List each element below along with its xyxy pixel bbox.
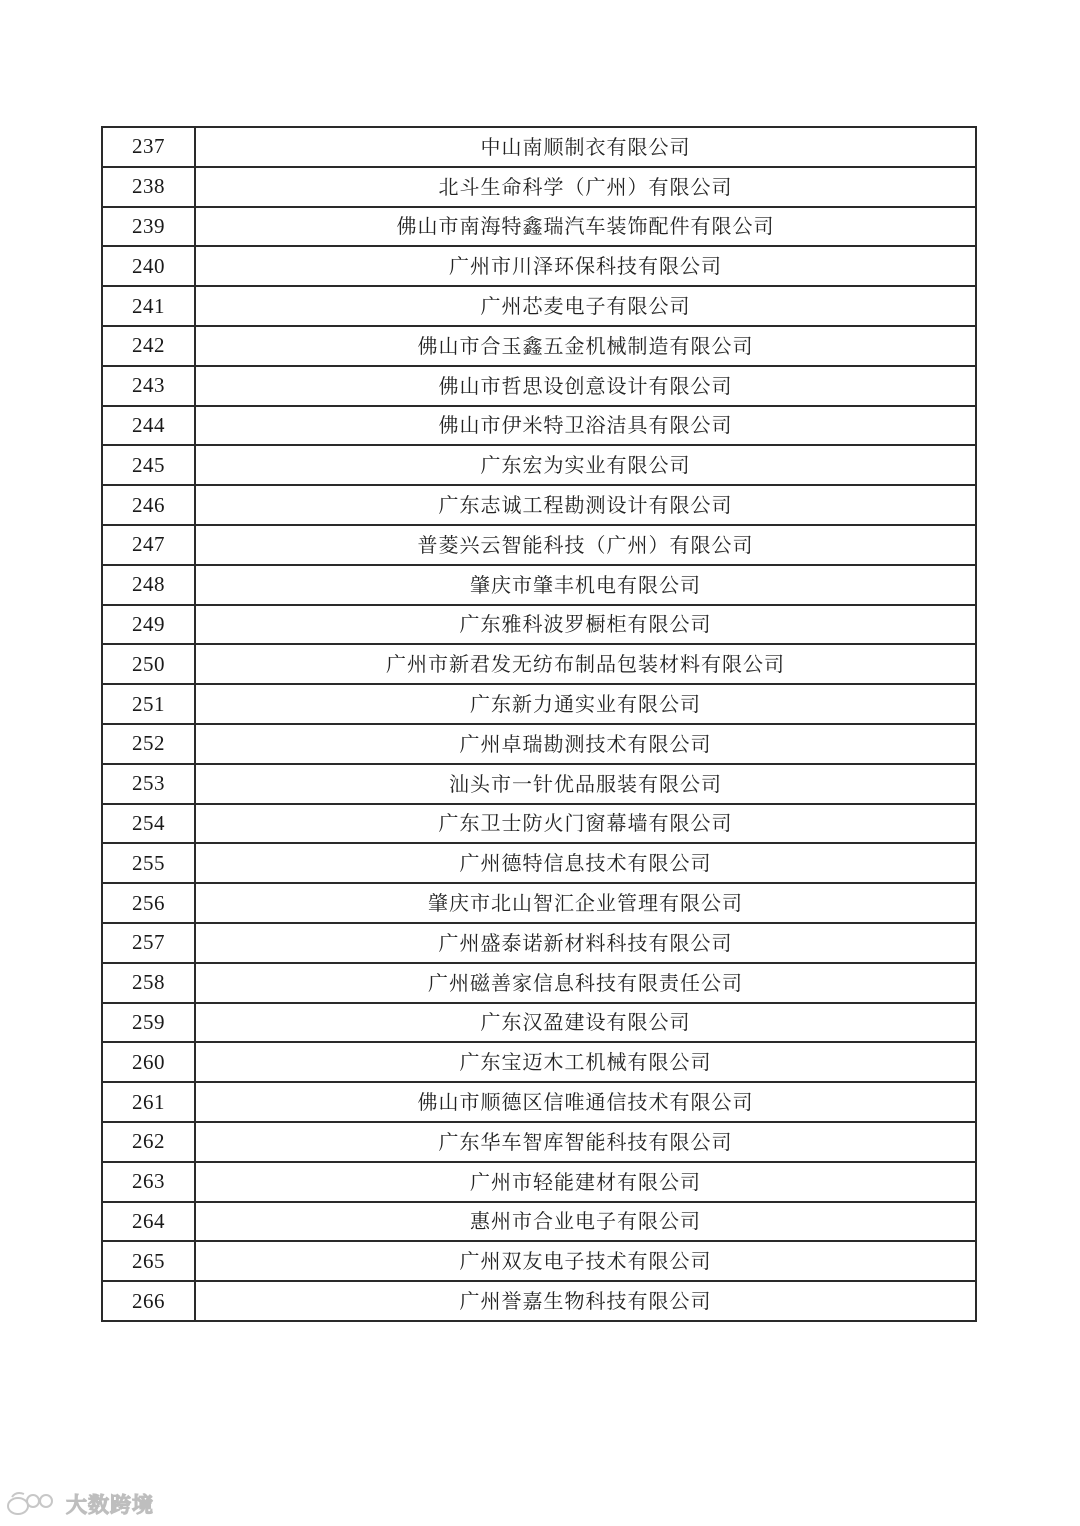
table-row [102,366,976,406]
row-number-cell: 258 [102,963,195,1003]
company-name-cell: 广州市新君发无纺布制品包装材料有限公司 [195,644,976,684]
row-number-cell: 239 [102,207,195,247]
table-row [102,923,976,963]
table-row [102,684,976,724]
table-row [102,724,976,764]
table-row [102,1042,976,1082]
company-name-cell: 广州誉嘉生物科技有限公司 [195,1281,976,1321]
row-number-cell: 251 [102,684,195,724]
table-row [102,605,976,645]
row-number-cell: 254 [102,804,195,844]
table-row [102,286,976,326]
company-name-cell: 汕头市一针优品服装有限公司 [195,764,976,804]
watermark-logo-icon [6,1489,62,1519]
company-name-cell: 广州市轻能建材有限公司 [195,1162,976,1202]
table-row [102,1082,976,1122]
watermark [6,1488,154,1520]
table-row [102,565,976,605]
company-name-cell: 广东雅科波罗橱柜有限公司 [195,605,976,645]
row-number-cell: 257 [102,923,195,963]
row-number-cell: 265 [102,1241,195,1281]
table-row [102,1241,976,1281]
row-number-cell: 249 [102,605,195,645]
company-name-cell: 广州盛泰诺新材料科技有限公司 [195,923,976,963]
row-number-cell: 259 [102,1003,195,1043]
row-number-cell: 255 [102,843,195,883]
table-row [102,804,976,844]
table-row [102,326,976,366]
company-name-cell: 广州双友电子技术有限公司 [195,1241,976,1281]
row-number-cell: 262 [102,1122,195,1162]
row-number-cell: 247 [102,525,195,565]
table-row [102,167,976,207]
table-row [102,127,976,167]
company-name-cell: 北斗生命科学（广州）有限公司 [195,167,976,207]
table-row [102,1003,976,1043]
company-name-cell: 广州磁善家信息科技有限责任公司 [195,963,976,1003]
table-row [102,1162,976,1202]
company-name-cell: 广东华车智库智能科技有限公司 [195,1122,976,1162]
row-number-cell: 260 [102,1042,195,1082]
company-name-cell: 广州德特信息技术有限公司 [195,843,976,883]
company-name-cell: 肇庆市肇丰机电有限公司 [195,565,976,605]
row-number-cell: 241 [102,286,195,326]
table-row [102,764,976,804]
company-name-cell: 佛山市顺德区信唯通信技术有限公司 [195,1082,976,1122]
company-name-cell: 肇庆市北山智汇企业管理有限公司 [195,883,976,923]
row-number-cell: 252 [102,724,195,764]
company-name-cell: 佛山市哲思设创意设计有限公司 [195,366,976,406]
company-name-cell: 广东新力通实业有限公司 [195,684,976,724]
table-body [102,127,976,1321]
row-number-cell: 245 [102,445,195,485]
row-number-cell: 246 [102,485,195,525]
table-row [102,1122,976,1162]
row-number-cell: 244 [102,406,195,446]
table-row [102,525,976,565]
watermark-text: 大数跨境 [66,1493,154,1517]
row-number-cell: 238 [102,167,195,207]
company-name-cell: 广东汉盈建设有限公司 [195,1003,976,1043]
company-name-cell: 佛山市伊米特卫浴洁具有限公司 [195,406,976,446]
company-name-cell: 中山南顺制衣有限公司 [195,127,976,167]
table-row [102,1281,976,1321]
row-number-cell: 263 [102,1162,195,1202]
table-row [102,246,976,286]
company-name-cell: 广东卫士防火门窗幕墙有限公司 [195,804,976,844]
row-number-cell: 261 [102,1082,195,1122]
company-name-cell: 广州芯麦电子有限公司 [195,286,976,326]
row-number-cell: 264 [102,1202,195,1242]
table-row [102,1202,976,1242]
table-row [102,445,976,485]
row-number-cell: 250 [102,644,195,684]
company-name-cell: 惠州市合业电子有限公司 [195,1202,976,1242]
row-number-cell: 240 [102,246,195,286]
row-number-cell: 256 [102,883,195,923]
company-list-table [101,126,977,1322]
row-number-cell: 266 [102,1281,195,1321]
table-row [102,963,976,1003]
row-number-cell: 243 [102,366,195,406]
company-name-cell: 广东宏为实业有限公司 [195,445,976,485]
company-name-cell: 佛山市合玉鑫五金机械制造有限公司 [195,326,976,366]
row-number-cell: 237 [102,127,195,167]
company-name-cell: 广州市川泽环保科技有限公司 [195,246,976,286]
table-row [102,406,976,446]
row-number-cell: 248 [102,565,195,605]
table-row [102,207,976,247]
row-number-cell: 253 [102,764,195,804]
table-row [102,843,976,883]
company-name-cell: 普菱兴云智能科技（广州）有限公司 [195,525,976,565]
company-name-cell: 广东宝迈木工机械有限公司 [195,1042,976,1082]
table-row [102,883,976,923]
table-row [102,485,976,525]
company-name-cell: 佛山市南海特鑫瑞汽车装饰配件有限公司 [195,207,976,247]
table-row [102,644,976,684]
company-name-cell: 广州卓瑞勘测技术有限公司 [195,724,976,764]
company-name-cell: 广东志诚工程勘测设计有限公司 [195,485,976,525]
row-number-cell: 242 [102,326,195,366]
